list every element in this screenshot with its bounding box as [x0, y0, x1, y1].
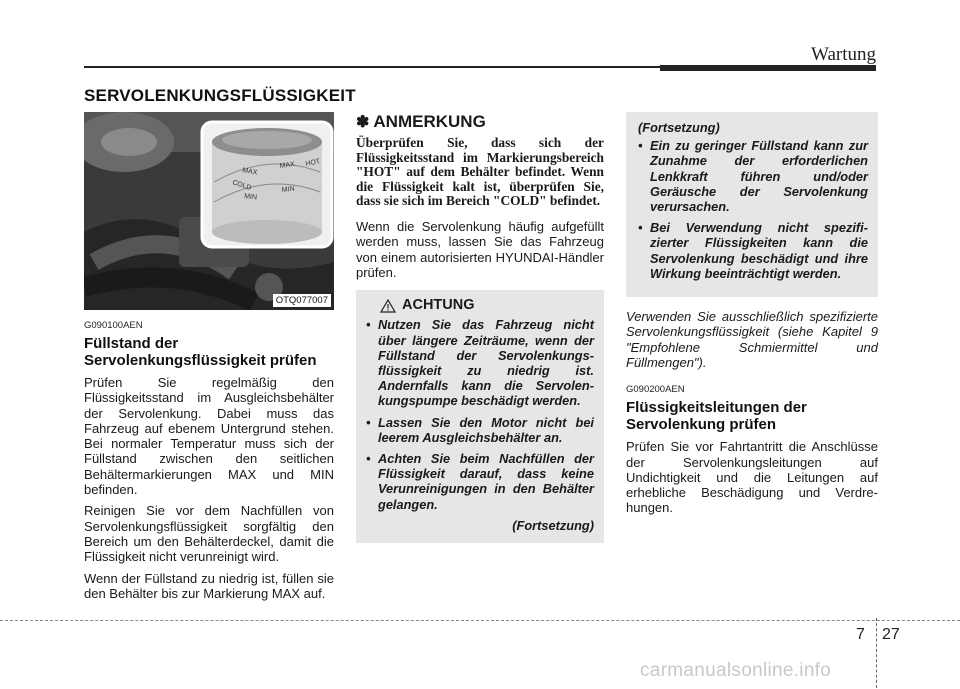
footer-rule: [0, 620, 960, 621]
caution-continued-box: [626, 112, 878, 297]
paragraph: Prüfen Sie vor Fahrtantritt die Anschlüsse der Servolenkungsleitungen auf Undichtigkeit und die Leitungen auf erhebliche Beschädigung und Verdre-hungen.: [626, 439, 878, 516]
note-header: [356, 112, 604, 132]
label-max-hot: MAX: [279, 160, 296, 170]
page-number: 27: [882, 626, 900, 643]
caution-item: • Bei Verwendung nicht spezifi-zierter Flüssigkeiten kann die Servolenkung beschädigt und ihre Wirkung beeinträchtigt werden.: [638, 220, 868, 281]
label-min-cold: MIN: [243, 193, 258, 202]
warning-triangle-icon: [380, 299, 396, 313]
caution-item: • Nutzen Sie das Fahrzeug nicht über längere Zeiträume, wenn der Füllstand der Servolenkungs-flüssigkeit zu niedrig ist. Andernfalls kann die Servolen-kungspumpe beschädigt werden.: [366, 317, 594, 408]
caution-header: [366, 298, 594, 313]
caution-list: [638, 138, 868, 281]
label-cold: COLD: [231, 179, 253, 192]
paragraph: Wenn die Servolenkung häufig aufgefüllt werden muss, lassen Sie das Fahrzeug von einem autorisierten HYUNDAI-Händler prüfen.: [356, 218, 604, 280]
caution-item: • Ein zu geringer Füllstand kann zur Zunahme der erforderlichen Lenkkraft führen und/oder Geräusche der Servolenkung verursachen.: [638, 138, 868, 214]
reservoir-photo: [84, 112, 334, 310]
label-max-cold: MAX: [241, 167, 258, 177]
header-bar: [660, 65, 876, 71]
photo-code: OTQ077007: [273, 294, 331, 307]
caution-list: [366, 317, 594, 511]
spec-note: Verwenden Sie ausschließlich spezifizierte Servolenkungsflüssigkeit (siehe Kapitel 9 "Empfohlene Schmiermittel und Füllmengen").: [626, 309, 878, 370]
chapter-number: 7: [856, 626, 865, 643]
caution-item: • Lassen Sie den Motor nicht bei leerem Ausgleichsbehälter an.: [366, 415, 594, 445]
caution-title: ACHTUNG: [402, 297, 475, 314]
section-code: G090100AEN: [84, 320, 143, 331]
section-title: SERVOLENKUNGSFLÜSSIGKEIT: [84, 86, 356, 105]
continued-label: (Fortsetzung): [512, 517, 594, 533]
page-number-separator: [876, 618, 877, 688]
subsection-heading: Flüssigkeitsleitungen der Servolenkung prüfen: [626, 399, 807, 434]
header-title: Wartung: [811, 44, 876, 65]
section-code: G090200AEN: [626, 384, 685, 396]
subsection-heading: Füllstand der Servolenkungsflüssigkeit prüfen: [84, 335, 317, 369]
column-left: [84, 112, 334, 607]
note-title: ANMERKUNG: [373, 112, 486, 131]
reservoir-illustration: [84, 112, 334, 310]
paragraph: Wenn der Füllstand zu niedrig ist, füllen sie den Behälter bis zur Markierung MAX auf.: [84, 570, 334, 601]
label-min-hot: MIN: [281, 185, 295, 194]
paragraph: Reinigen Sie vor dem Nachfüllen von Servolenkungsflüssigkeit sorgfältig den Bereich um den Behälterdeckel, damit die Flüssigkeit nicht verunreinigt wird.: [84, 503, 334, 565]
caution-box: [356, 290, 604, 543]
watermark: carmanualsonline.info: [640, 660, 832, 681]
column-middle: [356, 112, 604, 543]
paragraph: Prüfen Sie regelmäßig den Flüssigkeitsstand im Ausgleichsbehälter der Servolenkung. Dabei muss das Fahrzeug auf ebenem Untergrund stehen. Bei normaler Temperatur muss sich der Füllstand zwischen den seitlichen Behältermarkierungen MAX und MIN befinden.: [84, 375, 334, 498]
page-header: [0, 0, 960, 80]
column-right: [626, 112, 878, 522]
continued-title: (Fortsetzung): [638, 120, 720, 135]
note-text: Überprüfen Sie, dass sich der Flüssigkeitsstand im Markierungsbereich "HOT" auf dem Behälter befindet. Wenn die Flüssigkeit kalt ist, überprüfen Sie, dass sie sich im Bereich "COLD" befindet.: [356, 135, 604, 209]
label-hot: HOT: [304, 158, 321, 168]
caution-item: • Achten Sie beim Nachfüllen der Flüssigkeit darauf, dass keine Verunreinigungen in den Behälter gelangen.: [366, 451, 594, 512]
note-star-icon: ✽: [356, 114, 370, 131]
